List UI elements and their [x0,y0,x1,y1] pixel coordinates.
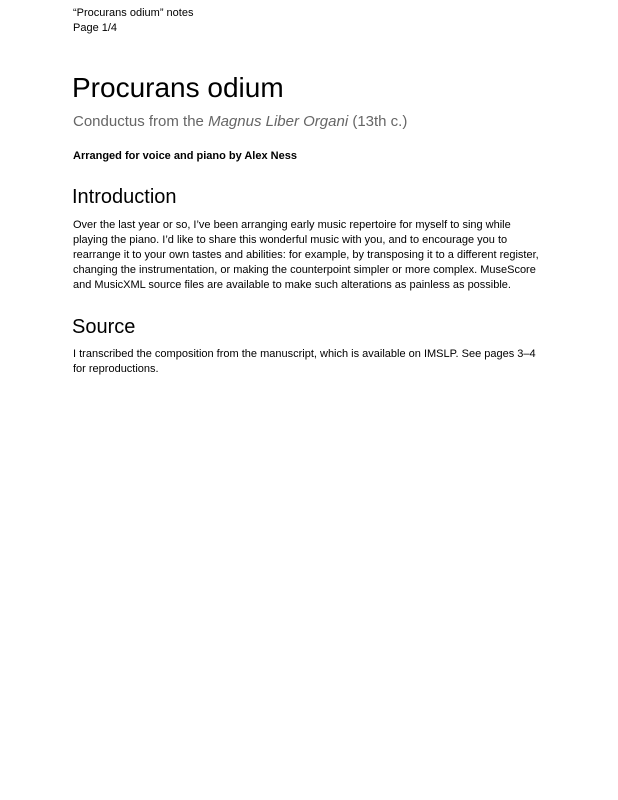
paragraph-line: and MusicXML source files are available to make such alterations as painless as possible. [73,279,511,291]
subtitle-prefix: Conductus from the [73,113,209,130]
section-heading-source: Source [72,316,136,338]
document-title: Procurans odium [72,72,284,103]
section-heading-introduction: Introduction [72,186,177,208]
header-page-number: Page 1/4 [73,22,118,34]
paragraph-line: for reproductions. [73,363,159,375]
paragraph-line: I transcribed the composition from the manuscript, which is available on IMSLP. See pages 3–4 [73,348,536,360]
paragraph-line: Over the last year or so, I’ve been arranging early music repertoire for myself to sing while [73,219,511,231]
paragraph-line: rearrange it to your own tastes and abilities: for example, by transposing it to a different register, [73,249,539,261]
document-subtitle [73,112,407,132]
source-paragraph [73,347,553,377]
paragraph-line: changing the instrumentation, or making the counterpoint simpler or more complex. MuseScore [73,264,536,276]
arranged-by-line: Arranged for voice and piano by Alex Ness [73,150,297,162]
subtitle-work-title: Magnus Liber Organi [208,113,349,130]
subtitle-suffix: (13th c.) [348,113,408,130]
running-header [73,6,193,36]
introduction-paragraph [73,218,553,293]
paragraph-line: playing the piano. I’d like to share this wonderful music with you, and to encourage you to [73,234,508,246]
header-doc-name: “Procurans odium” notes [73,7,194,19]
